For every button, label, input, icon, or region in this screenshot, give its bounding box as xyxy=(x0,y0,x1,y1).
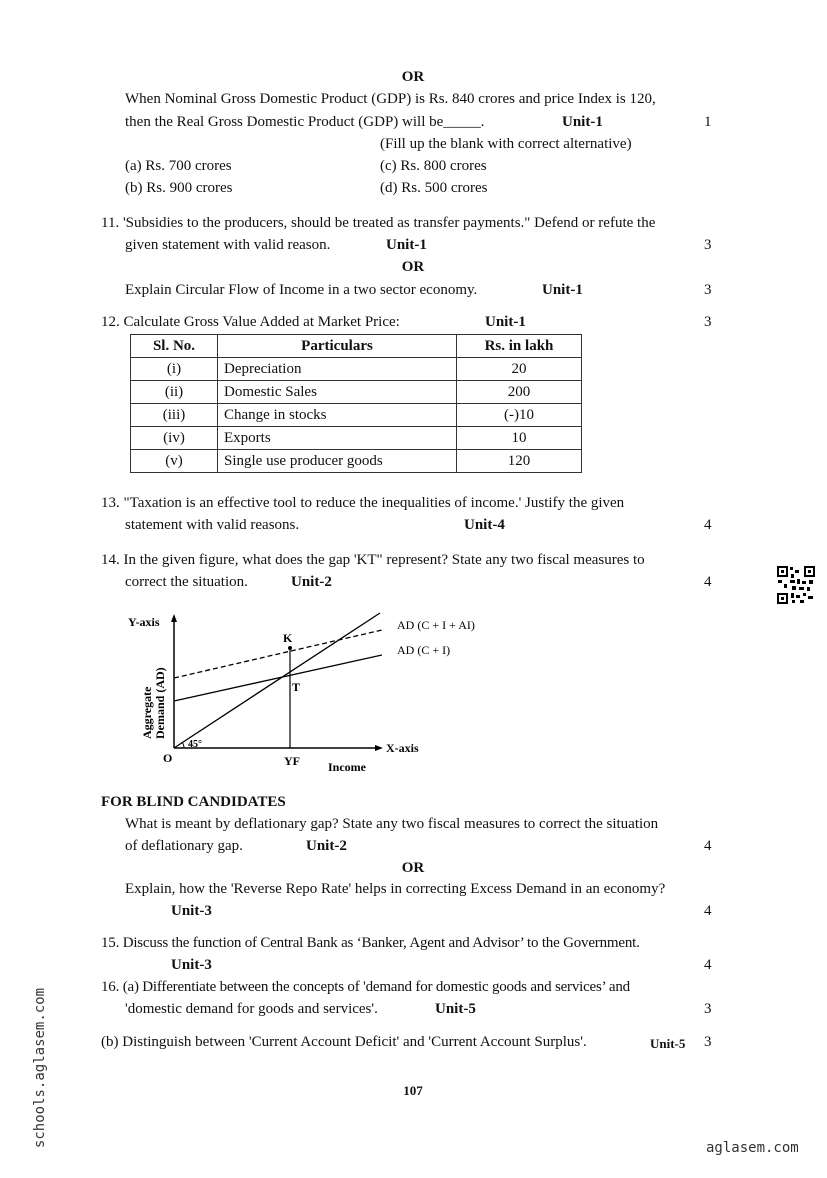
q16-line2: 'domestic demand for goods and services'. xyxy=(125,1001,378,1017)
yf-label: YF xyxy=(284,754,300,768)
q11-alt-marks: 3 xyxy=(704,282,712,298)
particulars-table xyxy=(130,334,582,473)
table-row xyxy=(131,404,582,427)
table-cell: (v) xyxy=(131,450,218,473)
or-separator: OR xyxy=(401,259,425,275)
q10-option-c: (c) Rs. 800 crores xyxy=(380,158,487,174)
page-number: 107 xyxy=(403,1083,423,1098)
side-watermark: schools.aglasem.com xyxy=(32,987,48,1149)
table-header: Rs. in lakh xyxy=(457,335,582,358)
x-axis-text: X-axis xyxy=(386,741,419,755)
q14-unit: Unit-2 xyxy=(291,574,332,590)
q14-line1: 14. In the given figure, what does the gap 'KT" represent? State any two fiscal measures to xyxy=(101,552,645,568)
k-label: K xyxy=(283,631,293,645)
q11-line2: given statement with valid reason. xyxy=(125,237,331,253)
table-cell: 20 xyxy=(457,358,582,381)
x-axis-arrow-icon xyxy=(375,745,383,751)
table-cell: Change in stocks xyxy=(218,404,457,427)
q13-line2: statement with valid reasons. xyxy=(125,517,300,533)
blind-unit: Unit-2 xyxy=(306,838,347,854)
footer-watermark: aglasem.com xyxy=(706,1140,799,1156)
ad-figure xyxy=(125,608,505,778)
blind-line1: What is meant by deflationary gap? State any two fiscal measures to correct the situation xyxy=(125,816,659,832)
blind-heading: FOR BLIND CANDIDATES xyxy=(101,794,286,810)
q16-unit-b: Unit-5 xyxy=(650,1036,686,1051)
q13-line1: 13. "Taxation is an effective tool to reduce the inequalities of income.' Justify the given xyxy=(101,495,625,511)
q14-line2: correct the situation. xyxy=(125,574,248,590)
table-header: Sl. No. xyxy=(131,335,218,358)
y-label-demand: Demand (AD) xyxy=(153,667,167,739)
table-row xyxy=(131,358,582,381)
q13-unit: Unit-4 xyxy=(464,517,505,533)
table-cell: Depreciation xyxy=(218,358,457,381)
q10-instruction: (Fill up the blank with correct alternative) xyxy=(380,136,632,152)
table-header-row xyxy=(131,335,582,358)
q10-marks: 1 xyxy=(704,114,712,130)
blind-marks: 4 xyxy=(704,838,712,854)
blind-alt-marks: 4 xyxy=(704,903,712,919)
q11-unit: Unit-1 xyxy=(386,237,427,253)
blind-alt: Explain, how the 'Reverse Repo Rate' helps in correcting Excess Demand in an economy? xyxy=(125,881,666,897)
q15-line1: 15. Discuss the function of Central Bank as ‘Banker, Agent and Advisor’ to the Government. xyxy=(101,935,640,951)
q14-marks: 4 xyxy=(704,574,712,590)
or-separator: OR xyxy=(401,860,425,876)
y-axis-arrow-icon xyxy=(171,614,177,622)
q16-marks-a: 3 xyxy=(704,1001,712,1017)
blind-alt-unit: Unit-3 xyxy=(171,903,212,919)
table-row xyxy=(131,381,582,404)
q10-option-d: (d) Rs. 500 crores xyxy=(380,180,488,196)
table-cell: (ii) xyxy=(131,381,218,404)
q10-unit: Unit-1 xyxy=(562,114,603,130)
q16-line-b: (b) Distinguish between 'Current Account Deficit' and 'Current Account Surplus'. xyxy=(101,1034,587,1050)
q15-marks: 4 xyxy=(704,957,712,973)
q11-alt: Explain Circular Flow of Income in a two sector economy. xyxy=(125,282,478,298)
q10-line1: When Nominal Gross Domestic Product (GDP) is Rs. 840 crores and price Index is 120, xyxy=(125,91,656,107)
qr-code-icon xyxy=(776,565,816,605)
table-cell: (iv) xyxy=(131,427,218,450)
blind-line2: of deflationary gap. xyxy=(125,838,243,854)
table-header: Particulars xyxy=(218,335,457,358)
angle-arc xyxy=(182,742,184,748)
line-45-degree xyxy=(174,613,380,748)
q16-marks-b: 3 xyxy=(704,1034,712,1050)
x-label-income: Income xyxy=(328,760,366,774)
q11-line1: 11. 'Subsidies to the producers, should be treated as transfer payments." Defend or refute the xyxy=(101,215,656,231)
q16-line1: 16. (a) Differentiate between the concepts of 'demand for domestic goods and services’ and xyxy=(101,979,630,995)
table-cell: Domestic Sales xyxy=(218,381,457,404)
table-cell: (iii) xyxy=(131,404,218,427)
origin-label: O xyxy=(163,751,173,765)
table-row xyxy=(131,450,582,473)
q10-option-b: (b) Rs. 900 crores xyxy=(125,180,233,196)
q16-unit-a: Unit-5 xyxy=(435,1001,476,1017)
table-cell: Exports xyxy=(218,427,457,450)
q13-marks: 4 xyxy=(704,517,712,533)
table-cell: Single use producer goods xyxy=(218,450,457,473)
angle-label: 45° xyxy=(188,739,202,750)
q15-unit: Unit-3 xyxy=(171,957,212,973)
y-axis-text: Y-axis xyxy=(128,615,160,629)
t-label: T xyxy=(292,680,301,694)
table-row xyxy=(131,427,582,450)
q11-alt-unit: Unit-1 xyxy=(542,282,583,298)
ad-c-i-line xyxy=(174,655,382,701)
q10-line2: then the Real Gross Domestic Product (GDP) will be_____. xyxy=(125,114,485,130)
q10-option-a: (a) Rs. 700 crores xyxy=(125,158,232,174)
ad-c-i-ai-line xyxy=(174,630,382,678)
point-k xyxy=(288,646,292,650)
table-cell: 200 xyxy=(457,381,582,404)
q12-text: 12. Calculate Gross Value Added at Market Price: xyxy=(101,314,400,330)
or-separator: OR xyxy=(401,69,425,85)
table-cell: 10 xyxy=(457,427,582,450)
table-cell: (-)10 xyxy=(457,404,582,427)
q12-marks: 3 xyxy=(704,314,712,330)
ad1-label: AD (C + I + AI) xyxy=(397,618,475,632)
ad2-label: AD (C + I) xyxy=(397,643,451,657)
q12-unit: Unit-1 xyxy=(485,314,526,330)
table-cell: (i) xyxy=(131,358,218,381)
q11-marks: 3 xyxy=(704,237,712,253)
y-label-aggregate: Aggregate xyxy=(140,686,154,739)
table-cell: 120 xyxy=(457,450,582,473)
